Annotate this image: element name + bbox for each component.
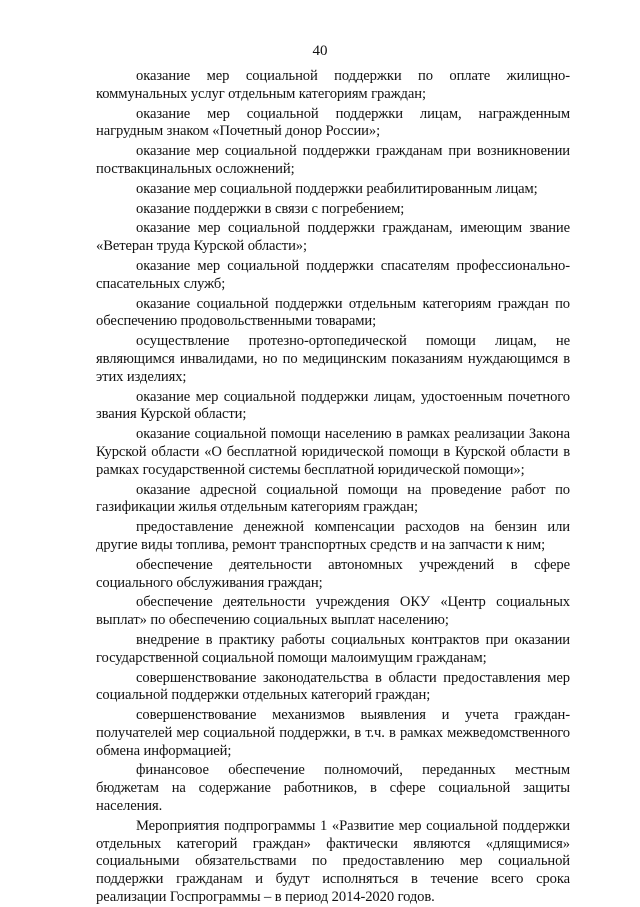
paragraph: оказание мер социальной поддержки по оплате жилищно-коммунальных услуг отдельным категориям граждан; xyxy=(96,68,570,102)
page-number: 40 xyxy=(312,43,328,59)
paragraph: оказание мер социальной поддержки спасателям профессионально-спасательных служб; xyxy=(96,257,570,292)
body-text xyxy=(96,68,570,907)
paragraph: оказание социальной поддержки отдельным категориям граждан по обеспечению продовольственными товарами; xyxy=(96,295,570,330)
paragraph: внедрение в практику работы социальных контрактов при оказании государственной социальной помощи малоимущим гражданам; xyxy=(96,631,570,666)
paragraph: оказание мер социальной поддержки гражданам, имеющим звание «Ветеран труда Курской области»; xyxy=(96,220,570,255)
paragraph: обеспечение деятельности автономных учреждений в сфере социального обслуживания граждан; xyxy=(96,556,570,591)
paragraph: оказание мер социальной поддержки реабилитированным лицам; xyxy=(136,180,538,197)
paragraph: совершенствование механизмов выявления и учета граждан-получателей мер социальной поддержки, в т.ч. в рамках межведомственного обмена информацией; xyxy=(96,707,570,759)
paragraph: совершенствование законодательства в области предоставления мер социальной поддержки отдельных категорий граждан; xyxy=(96,669,570,704)
paragraph: оказание адресной социальной помощи на проведение работ по газификации жилья отдельным категориям граждан; xyxy=(96,481,570,516)
paragraph: оказание поддержки в связи с погребением; xyxy=(136,200,405,217)
closing-paragraph: Мероприятия подпрограммы 1 «Развитие мер социальной поддержки отдельных категорий граждан» фактически являются «длящимися» социальными обязательствами по предоставлению мер социальной поддержки гражданам и будут исполняться в течение всего срока реализации Госпрограммы – в период 2014-2020 годов. xyxy=(96,817,570,906)
paragraph: оказание мер социальной поддержки гражданам при возникновении поствакцинальных осложнений; xyxy=(96,143,570,177)
paragraph: оказание мер социальной поддержки лицам, награжденным нагрудным знаком «Почетный донор России»; xyxy=(96,105,570,140)
paragraph: финансовое обеспечение полномочий, переданных местным бюджетам на содержание работников, в сфере социальной защиты населения. xyxy=(96,762,570,815)
paragraph: оказание социальной помощи населению в рамках реализации Закона Курской области «О бесплатной юридической помощи в Курской области в рамках государственной системы бесплатной юридической помощи»; xyxy=(96,426,570,478)
paragraph: оказание мер социальной поддержки лицам, удостоенным почетного звания Курской области; xyxy=(96,388,570,423)
paragraph: осуществление протезно-ортопедической помощи лицам, не являющимся инвалидами, но по медицинским показаниям нуждающимся в этих изделиях; xyxy=(96,333,570,385)
paragraph: обеспечение деятельности учреждения ОКУ «Центр социальных выплат» по обеспечению социальных выплат населению; xyxy=(96,594,570,629)
paragraph: предоставление денежной компенсации расходов на бензин или другие виды топлива, ремонт транспортных средств и на запчасти к ним; xyxy=(96,519,570,553)
